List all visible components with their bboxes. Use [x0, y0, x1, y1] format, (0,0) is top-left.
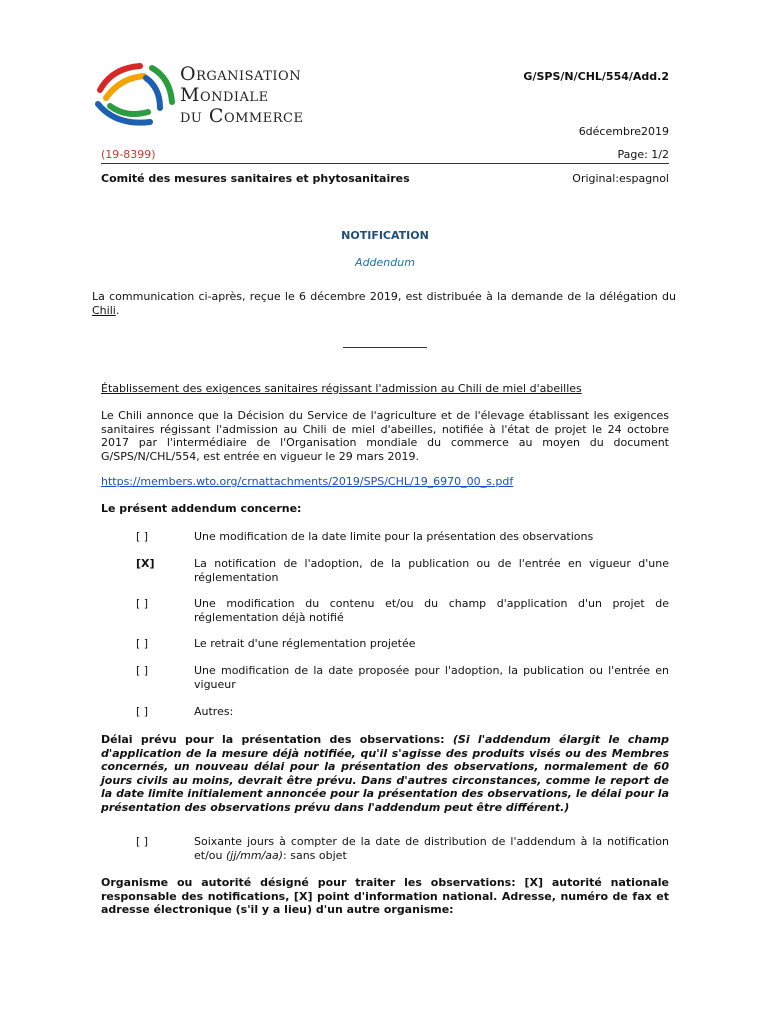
option-checkbox: [ ]	[136, 530, 149, 543]
option-text: La notification de l'adoption, de la publication ou de l'entrée en vigueur d'une réglementation	[194, 557, 669, 584]
attachment-link[interactable]: https://members.wto.org/crnattachments/2019/SPS/CHL/19_6970_00_s.pdf	[101, 475, 514, 488]
document-symbol: G/SPS/N/CHL/554/Add.2	[523, 70, 669, 83]
section-title: Établissement des exigences sanitaires régissant l'admission au Chili de miel d'abeilles	[101, 382, 582, 395]
organism-paragraph: Organisme ou autorité désigné pour traiter les observations: [X] autorité nationale responsable des notifications, [X] point d'information national. Adresse, numéro de fax et adresse électronique (s'il y a lieu) d'un autre organisme:	[101, 876, 669, 916]
intro-text-before: La communication ci-après, reçue le 6 décembre 2019, est distribuée à la demande de la délégation du	[92, 290, 676, 303]
intro-paragraph	[92, 290, 676, 318]
deadline-label: Délai prévu pour la présentation des observations:	[101, 733, 453, 746]
intro-country: Chili	[92, 304, 116, 317]
option-text: Une modification du contenu et/ou du champ d'application d'un projet de réglementation déjà notifié	[194, 597, 669, 624]
deadline-option-text-b: : sans objet	[283, 848, 347, 862]
org-line-3: du Commerce	[180, 105, 304, 127]
document-date: 6décembre2019	[578, 125, 669, 138]
addendum-subtitle: Addendum	[355, 256, 415, 269]
option-text: Une modification de la date limite pour la présentation des observations	[194, 530, 594, 543]
org-line-1: Organisation	[180, 63, 302, 85]
deadline-paragraph	[101, 733, 669, 814]
deadline-option-date-format: (jj/mm/aa)	[226, 848, 284, 862]
page-number: Page: 1/2	[617, 148, 669, 161]
intro-text-after: .	[115, 304, 120, 317]
separator-line	[343, 347, 427, 348]
organization-name	[180, 64, 303, 127]
option-checkbox: [X]	[136, 557, 155, 570]
section-body: Le Chili annonce que la Décision du Service de l'agriculture et de l'élevage établissant les exigences sanitaires régissant l'admission au Chili de miel d'abeilles, notifiée à l'état de projet le 24 octobre 2017 par l'intermédiaire de l'Organisation mondiale du commerce au moyen du document G/SPS/N/CHL/554, est entrée en vigueur le 29 mars 2019.	[101, 409, 669, 463]
deadline-note: (Si l'addendum élargit le champ d'application de la mesure déjà notifiée, qu'il s'agisse des produits visés ou des Membres concernés, un nouveau délai pour la présentation des observations, normalement de 60 jours civils au moins, devrait être prévu. Dans d'autres circonstances, comme le report de la date limite initialement annoncée pour la présentation des observations, le délai pour la présentation des observations prévu dans l'addendum peut être différent.)	[101, 733, 669, 814]
option-checkbox: [ ]	[136, 705, 149, 718]
concerns-heading: Le présent addendum concerne:	[101, 502, 302, 515]
option-checkbox: [ ]	[136, 637, 149, 650]
document-reference: (19-8399)	[101, 148, 156, 161]
option-text: Le retrait d'une réglementation projetée	[194, 637, 416, 650]
deadline-option-text	[194, 835, 669, 862]
notification-title: NOTIFICATION	[341, 229, 429, 242]
deadline-option-text-a: Soixante jours à compter de la date de distribution de l'addendum à la notification et/ou	[194, 835, 669, 862]
option-text: Autres:	[194, 705, 234, 718]
option-checkbox: [ ]	[136, 664, 149, 677]
original-language: Original:espagnol	[572, 172, 669, 185]
header-divider	[101, 163, 669, 164]
committee-name: Comité des mesures sanitaires et phytosanitaires	[101, 172, 410, 185]
org-line-2: Mondiale	[180, 84, 269, 106]
deadline-option-checkbox: [ ]	[136, 835, 149, 848]
option-text: Une modification de la date proposée pour l'adoption, la publication ou l'entrée en vigueur	[194, 664, 669, 691]
option-checkbox: [ ]	[136, 597, 149, 610]
